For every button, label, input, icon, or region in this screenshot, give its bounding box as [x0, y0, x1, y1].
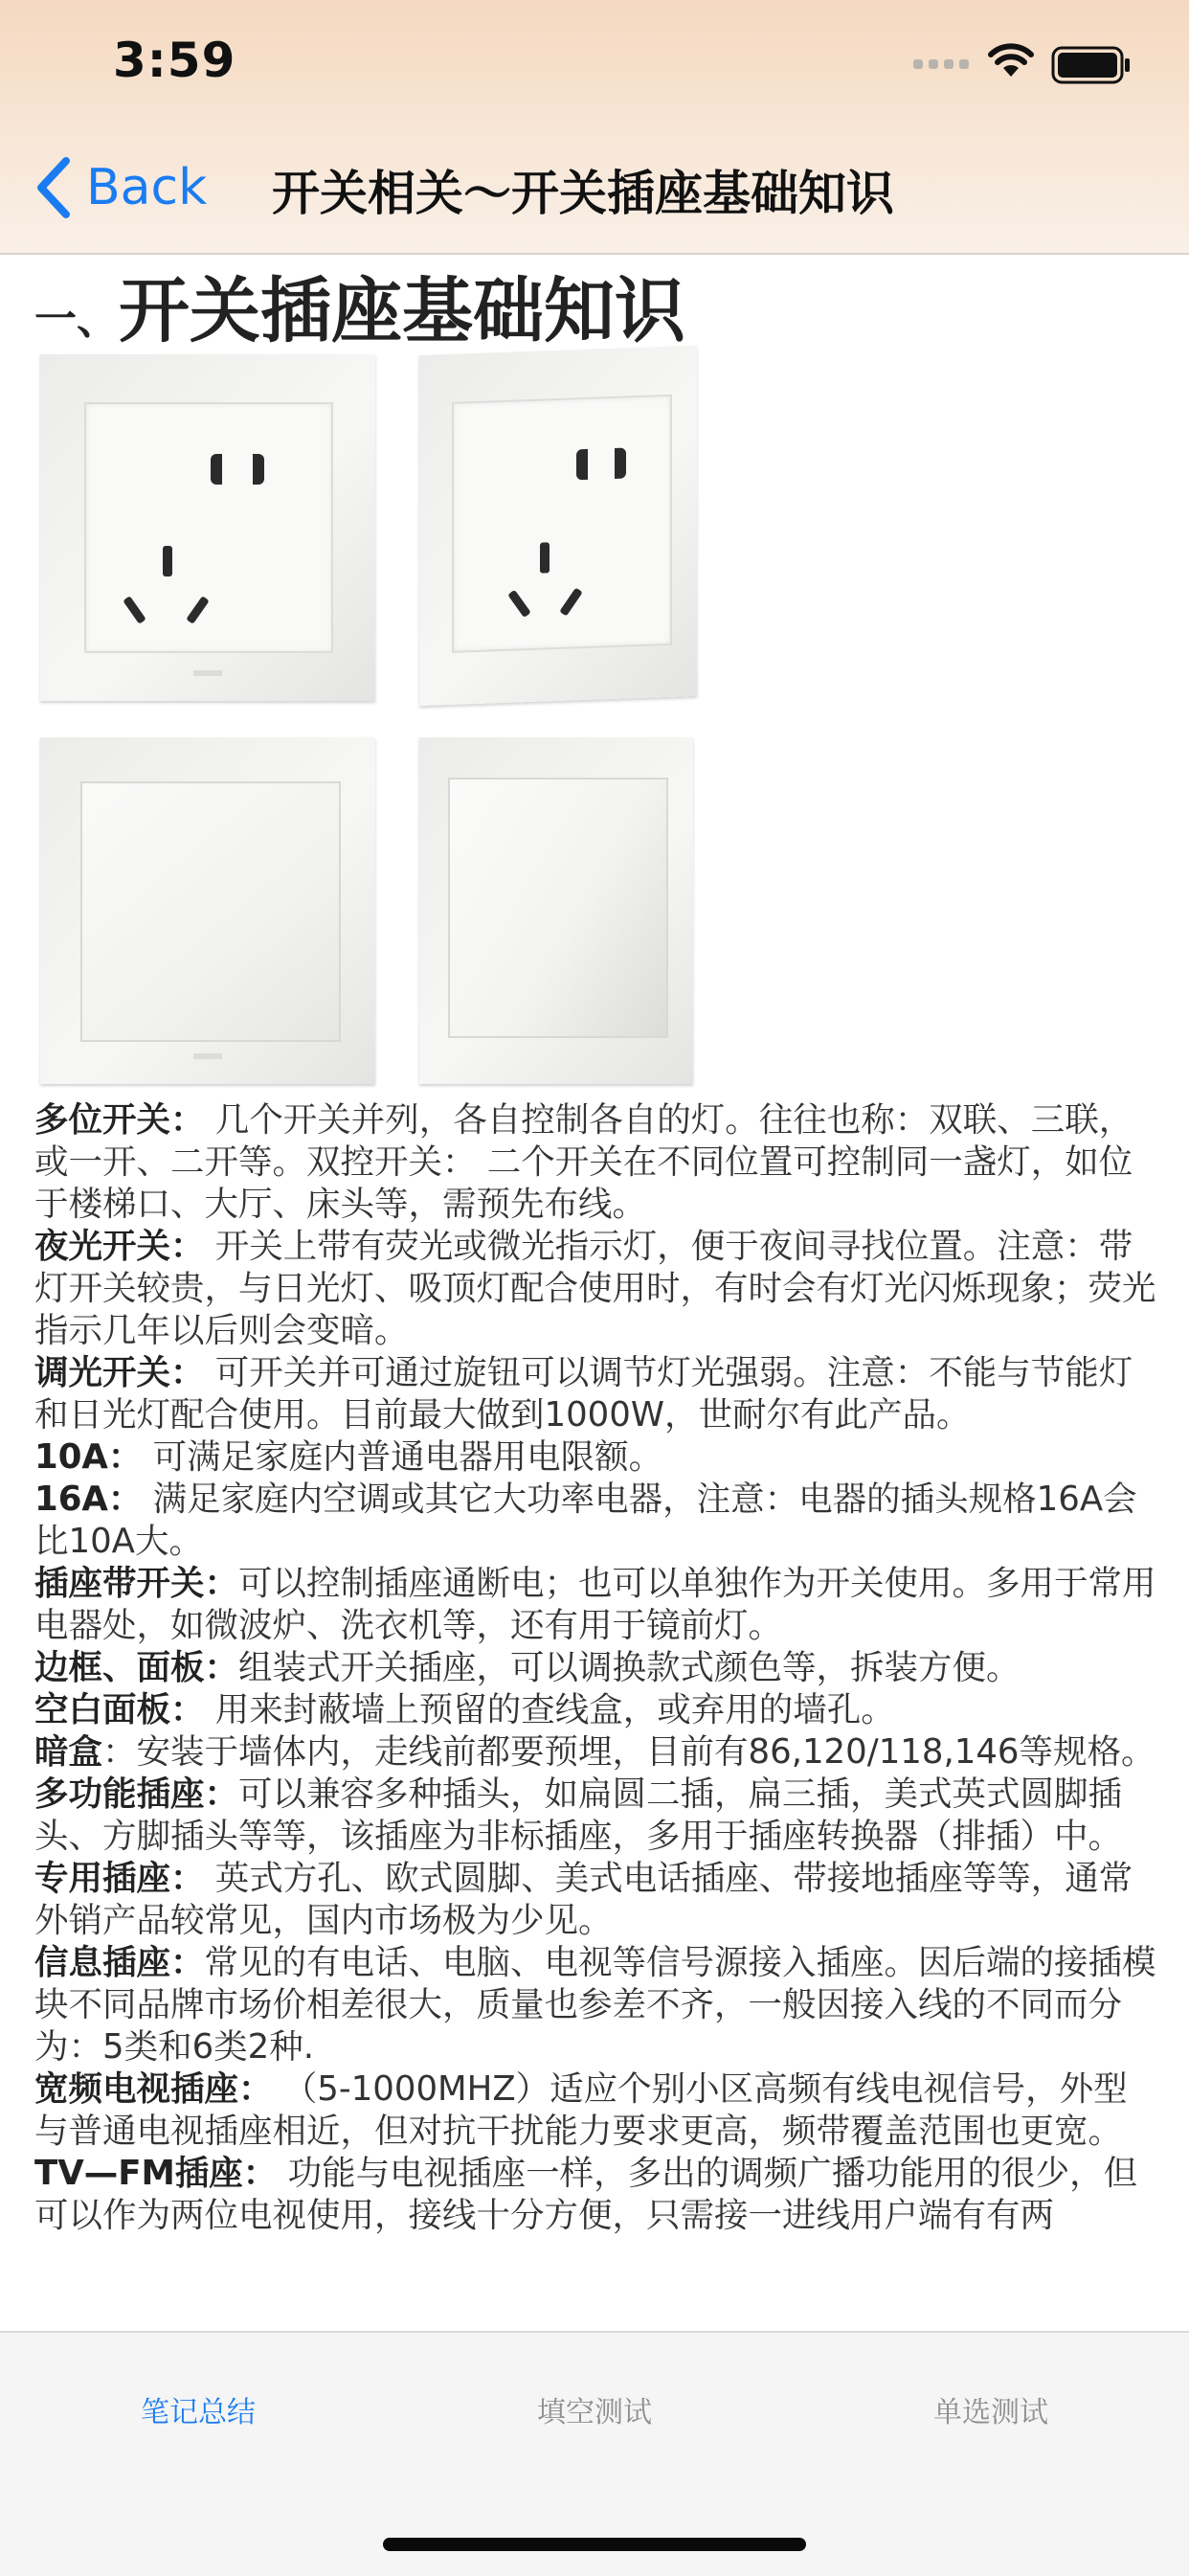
paragraph-text: 可满足家庭内普通电器用电限额。 [142, 1437, 663, 1477]
paragraph-text: 用来封蔽墙上预留的查线盒，或弃用的墙孔。 [204, 1690, 895, 1729]
term-label: 边框、面板： [34, 1648, 239, 1687]
tab-fill-in-test[interactable]: 填空测试 [537, 2396, 652, 2429]
paragraph-dimmer-switch [34, 1352, 1156, 1436]
paragraph-text: 几个开关并列，各自控制各自的灯。往往也称：双联、三联，或一开、二开等。双控开关： 二个开关在不同位置可控制同一盏灯，如位于楼梯口、大厅、床头等，需预先布线。 [34, 1100, 1133, 1224]
home-indicator[interactable] [383, 2538, 806, 2551]
paragraph-broadband-tv-socket [34, 2068, 1156, 2153]
paragraph-information-socket [34, 1942, 1156, 2068]
paragraph-text: 组装式开关插座，可以调换款式颜色等，拆装方便。 [238, 1648, 1021, 1687]
status-time: 3:59 [113, 33, 236, 88]
term-label: 多位开关： [34, 1100, 205, 1140]
socket-angled-photo [419, 346, 697, 706]
term-label: 专用插座： [34, 1859, 205, 1898]
tab-notes-summary[interactable]: 笔记总结 [141, 2396, 256, 2429]
article-title-text: 开关插座基础知识 [119, 270, 685, 352]
paragraph-back-box [34, 1731, 1156, 1774]
paragraph-text: （5-1000MHZ）适应个别小区高频有线电视信号，外型与普通电视插座相近，但对抗干扰能力要求更高，频带覆盖范围也更宽。 [34, 2069, 1128, 2151]
term-label: 插座带开关： [34, 1564, 239, 1603]
paragraph-text: 开关上带有荧光或微光指示灯，便于夜间寻找位置。注意：带灯开关较贵，与日光灯、吸顶灯配合使用时，有时会有灯光闪烁现象；荧光指示几年以后则会变暗。 [34, 1227, 1156, 1350]
tab-single-choice-test[interactable]: 单选测试 [933, 2396, 1048, 2429]
paragraph-text: 常见的有电话、电脑、电视等信号源接入插座。因后端的接插模块不同品牌市场价相差很大，质量也参差不齐，一般因接入线的不同而分为：5类和6类2种. [34, 1943, 1156, 2067]
paragraph-special-socket [34, 1858, 1156, 1942]
navigation-header [0, 0, 1189, 255]
paragraph-multi-function-socket [34, 1774, 1156, 1858]
paragraph-16a [34, 1479, 1156, 1563]
term-label: 调光开关： [34, 1353, 205, 1392]
paragraph-blank-panel [34, 1689, 1156, 1731]
wifi-icon [984, 42, 1038, 80]
cellular-signal-icon [913, 59, 969, 69]
term-label: 夜光开关： [34, 1227, 205, 1266]
paragraph-text: 可开关并可通过旋钮可以调节灯光强弱。注意：不能与节能灯和日光灯配合使用。目前最大做到1000W，世耐尔有此产品。 [34, 1353, 1133, 1435]
term-label: 10A： [34, 1437, 143, 1477]
paragraph-tv-fm-socket [34, 2153, 1156, 2237]
paragraph-switched-socket [34, 1563, 1156, 1647]
article-body [34, 1099, 1156, 2237]
back-label: Back [86, 159, 208, 216]
term-label: 暗盒 [34, 1732, 103, 1772]
term-label: 16A： [34, 1480, 143, 1519]
term-label: TV—FM插座： [34, 2154, 278, 2193]
paragraph-night-light-switch [34, 1226, 1156, 1352]
article-title [34, 255, 685, 356]
back-button[interactable] [34, 153, 207, 222]
paragraph-text: 英式方孔、欧式圆脚、美式电话插座、带接地插座等等，通常外销产品较常见，国内市场极为少见。 [34, 1859, 1133, 1940]
term-label: 信息插座： [34, 1943, 205, 1982]
nav-title: 开关相关～开关插座基础知识 [272, 166, 894, 221]
paragraph-multi-gang-switch [34, 1099, 1156, 1226]
socket-photo [40, 354, 375, 701]
paragraph-text: 可以控制插座通断电；也可以单独作为开关使用。多用于常用电器处，如微波炉、洗衣机等，还有用于镜前灯。 [34, 1564, 1156, 1645]
paragraph-text: ：安装于墙体内，走线前都要预埋，目前有86,120/118,146等规格。 [102, 1732, 1155, 1772]
paragraph-frame-panel [34, 1647, 1156, 1689]
chevron-left-icon [34, 156, 73, 219]
switch-photo [40, 737, 375, 1084]
switch-angled-photo [419, 737, 693, 1084]
paragraph-text: 可以兼容多种插头，如扁圆二插，扁三插，美式英式圆脚插头、方脚插头等等，该插座为非标插座，多用于插座转换器（排插）中。 [34, 1774, 1123, 1856]
term-label: 宽频电视插座： [34, 2069, 273, 2109]
paragraph-text: 满足家庭内空调或其它大功率电器，注意：电器的插头规格16A会比10A大。 [34, 1480, 1137, 1561]
term-label: 空白面板： [34, 1690, 205, 1729]
term-label: 多功能插座： [34, 1774, 239, 1814]
paragraph-10a [34, 1436, 1156, 1479]
paragraph-text: 功能与电视插座一样，多出的调频广播功能用的很少，但可以作为两位电视使用，接线十分方便，只需接一进线用户端有有两 [34, 2154, 1138, 2235]
article-title-number: 一、 [34, 295, 119, 344]
article-scroll-view[interactable] [0, 255, 1189, 2331]
battery-icon [1051, 46, 1132, 84]
